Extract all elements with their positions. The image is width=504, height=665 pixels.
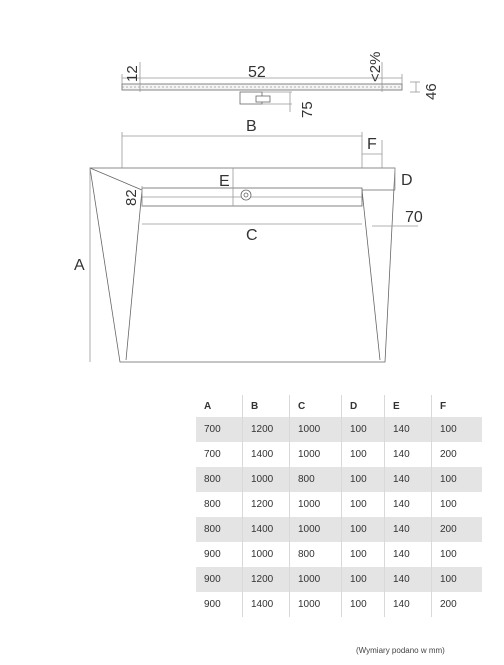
- col-header-e: E: [385, 395, 432, 417]
- table-cell: 100: [342, 592, 385, 617]
- table-cell: 140: [385, 592, 432, 617]
- label-F: F: [367, 136, 377, 153]
- table-cell: 1000: [243, 542, 290, 567]
- table-cell: 800: [290, 542, 342, 567]
- table-row: [196, 542, 482, 567]
- table-cell: 140: [385, 492, 432, 517]
- label-70: 70: [405, 209, 423, 226]
- col-header-a: A: [196, 395, 243, 417]
- table-row: [196, 442, 482, 467]
- table-cell: 100: [432, 417, 483, 442]
- table-cell: 200: [432, 517, 483, 542]
- col-header-b: B: [243, 395, 290, 417]
- table-cell: 800: [290, 467, 342, 492]
- table-cell: 1000: [290, 417, 342, 442]
- table-row: [196, 567, 482, 592]
- label-52: 52: [248, 64, 266, 81]
- table-row: [196, 492, 482, 517]
- table-cell: 1000: [290, 592, 342, 617]
- units-note: (Wymiary podano w mm): [356, 646, 445, 655]
- label-12: 12: [124, 65, 141, 82]
- label-46: 46: [423, 83, 440, 100]
- label-D: D: [401, 172, 413, 189]
- table-cell: 140: [385, 542, 432, 567]
- table-cell: 900: [196, 542, 243, 567]
- table-cell: 1000: [290, 492, 342, 517]
- table-cell: 100: [342, 467, 385, 492]
- table-row: [196, 417, 482, 442]
- table-cell: 700: [196, 442, 243, 467]
- table-cell: 100: [432, 542, 483, 567]
- table-cell: 1400: [243, 517, 290, 542]
- table-row: [196, 592, 482, 617]
- col-header-d: D: [342, 395, 385, 417]
- table-cell: 100: [342, 542, 385, 567]
- label-82: 82: [123, 189, 140, 206]
- table-cell: 200: [432, 592, 483, 617]
- label-slope: <2%: [367, 51, 384, 82]
- table-cell: 100: [432, 467, 483, 492]
- table-cell: 140: [385, 442, 432, 467]
- label-B: B: [246, 118, 257, 135]
- table-cell: 1200: [243, 492, 290, 517]
- table-cell: 1000: [290, 517, 342, 542]
- table-cell: 100: [342, 442, 385, 467]
- table-cell: 140: [385, 517, 432, 542]
- table-header-row: [196, 395, 482, 417]
- table-cell: 140: [385, 467, 432, 492]
- col-header-f: F: [440, 400, 447, 412]
- table-cell: 100: [342, 517, 385, 542]
- table-cell: 140: [385, 417, 432, 442]
- label-C: C: [246, 227, 258, 244]
- table-cell: 800: [196, 517, 243, 542]
- label-75: 75: [299, 101, 316, 118]
- table-cell: 1400: [243, 442, 290, 467]
- table-cell: 100: [342, 417, 385, 442]
- top-view: [90, 132, 418, 362]
- table-cell: 100: [432, 567, 483, 592]
- table-cell: 1000: [290, 567, 342, 592]
- table-cell: 1000: [290, 442, 342, 467]
- label-E: E: [219, 173, 230, 190]
- dimensions-table: [196, 395, 482, 617]
- table-cell: 200: [432, 442, 483, 467]
- label-A: A: [74, 257, 85, 274]
- table-cell: 1400: [243, 592, 290, 617]
- table-cell: 800: [196, 492, 243, 517]
- table-cell: 140: [385, 567, 432, 592]
- table-cell: 900: [196, 592, 243, 617]
- table-cell: 800: [196, 467, 243, 492]
- table-cell: 100: [432, 492, 483, 517]
- table-cell: 100: [342, 567, 385, 592]
- table-row: [196, 517, 482, 542]
- table-cell: 1200: [243, 417, 290, 442]
- table-cell: 1200: [243, 567, 290, 592]
- col-header-c: C: [290, 395, 342, 417]
- table-cell: 700: [196, 417, 243, 442]
- table-cell: 100: [342, 492, 385, 517]
- table-cell: 1000: [243, 467, 290, 492]
- table-row: [196, 467, 482, 492]
- table-cell: 900: [196, 567, 243, 592]
